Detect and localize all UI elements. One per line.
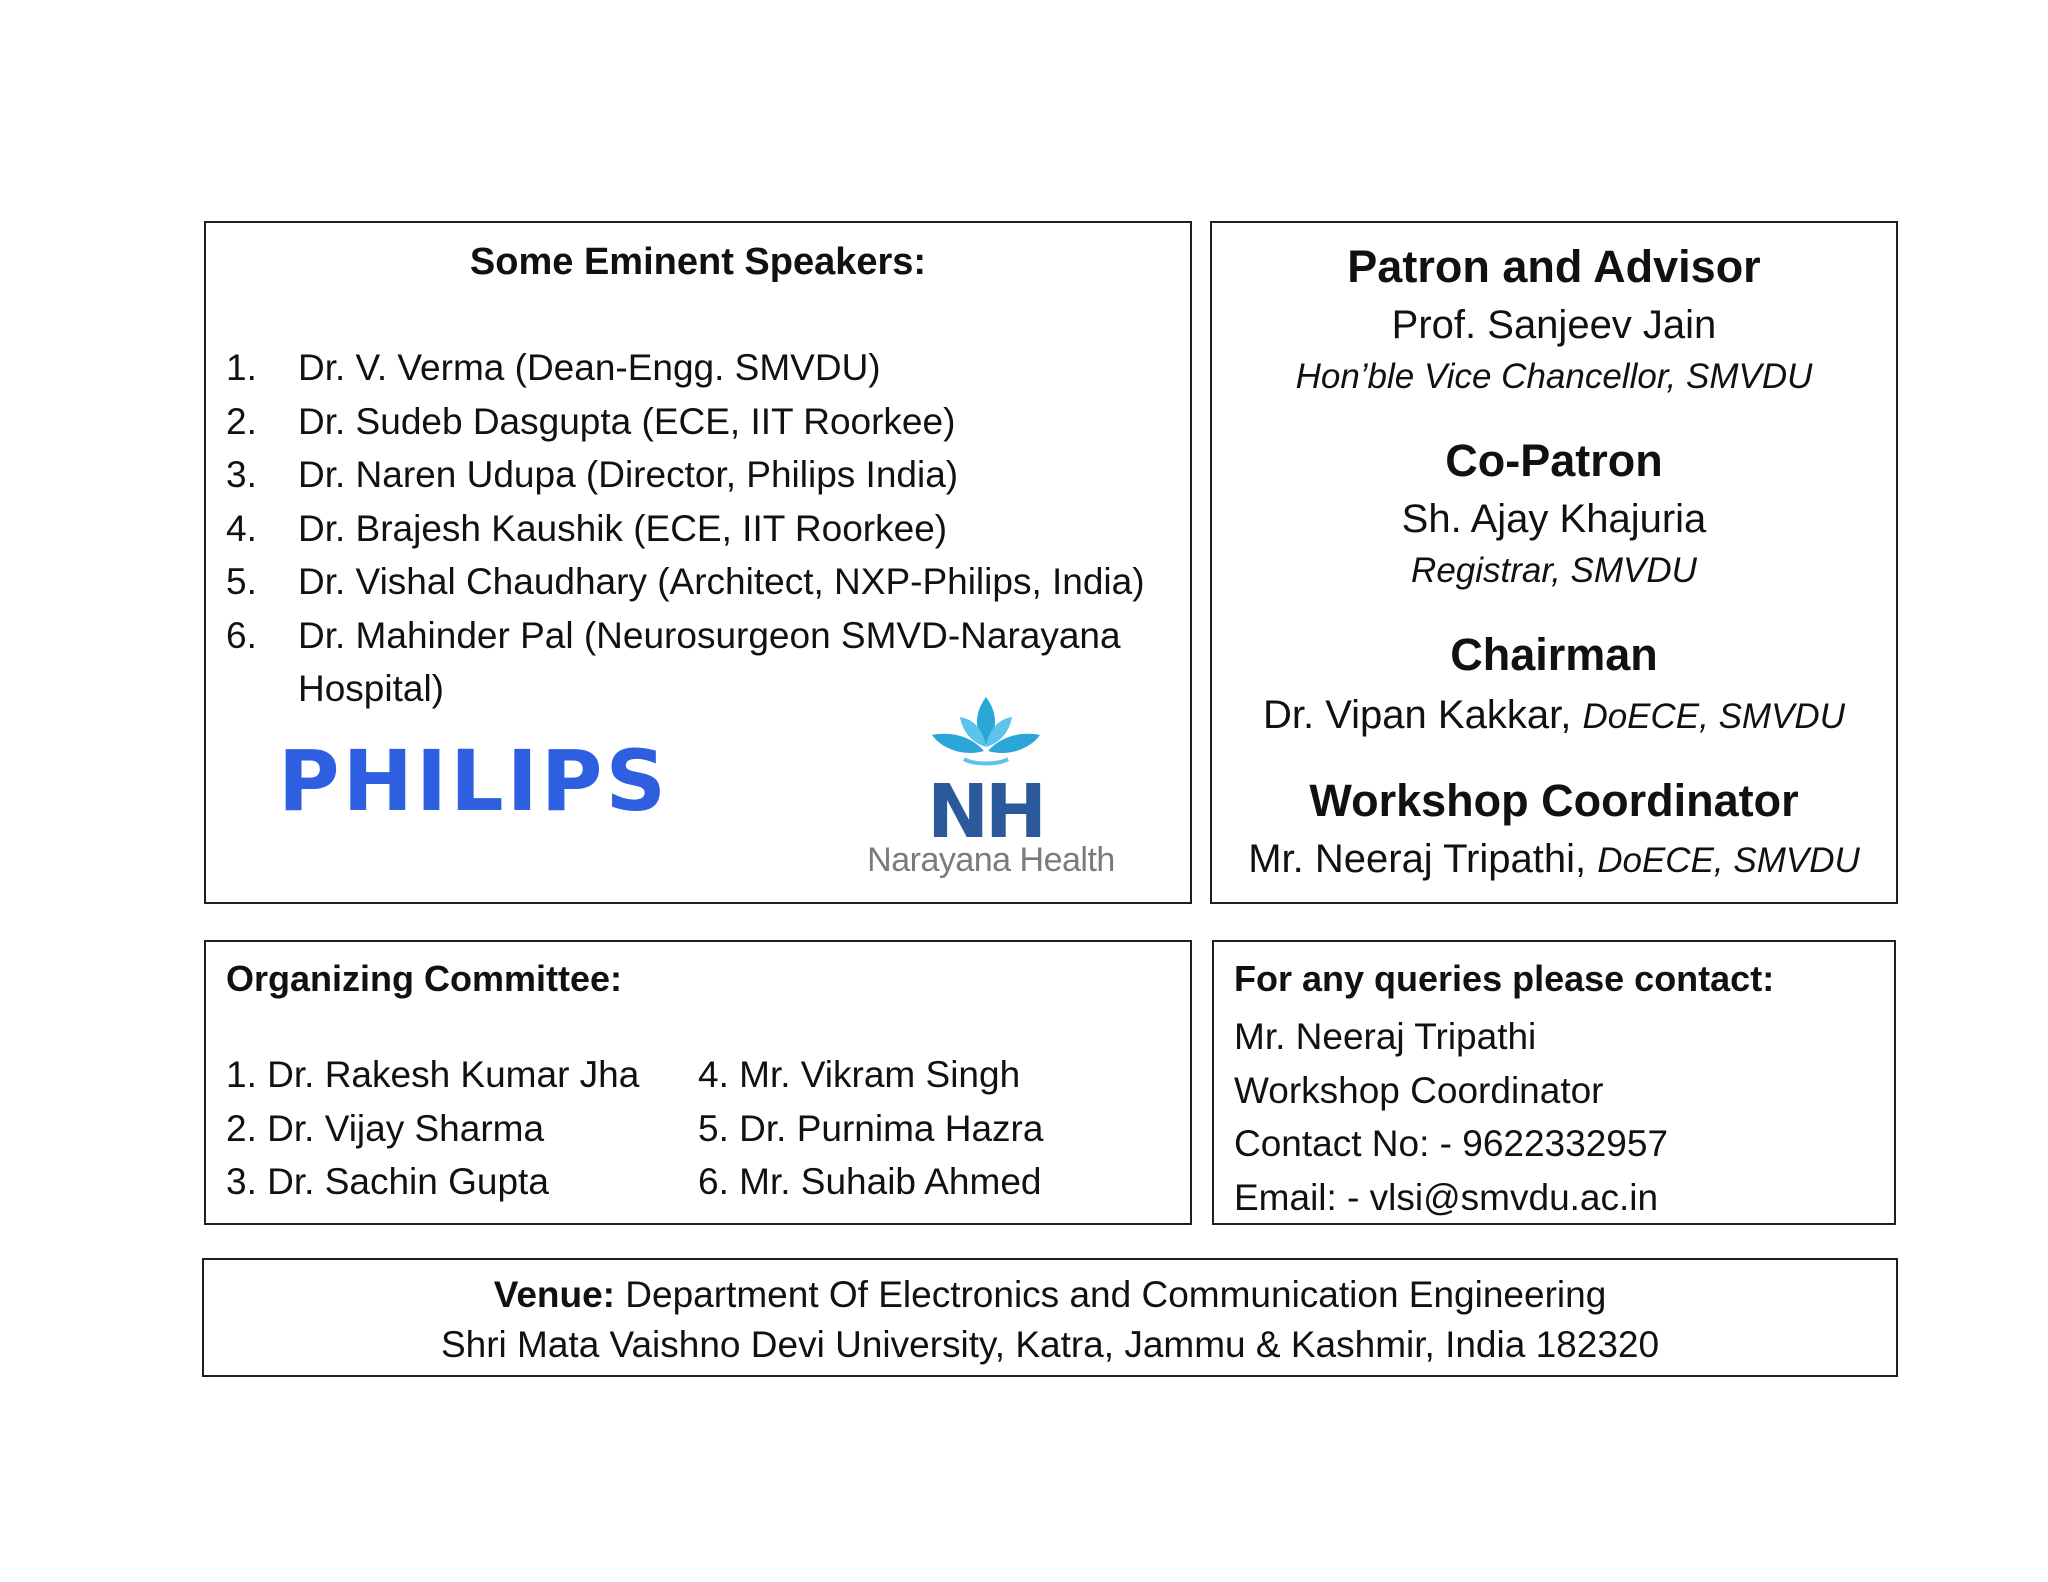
list-item: 5. Dr. Purnima Hazra [698, 1107, 1044, 1149]
list-item [226, 448, 1166, 502]
venue-department: Department Of Electronics and Communication Engineering [625, 1274, 1607, 1315]
chairman-name: Dr. Vipan Kakkar, [1262, 693, 1572, 737]
contact-name: Mr. Neeraj Tripathi [1234, 1016, 1537, 1057]
list-item-text: Dr. Sudeb Dasgupta (ECE, IIT Roorkee) [298, 400, 956, 442]
chairman-role: DoECE, SMVDU [1582, 697, 1845, 736]
coordinator-heading: Workshop Coordinator [1309, 775, 1799, 826]
copatron-name: Sh. Ajay Khajuria [1401, 497, 1707, 541]
list-item-text: Dr. V. Verma (Dean-Engg. SMVDU) [298, 347, 881, 388]
copatron-role: Registrar, SMVDU [1411, 551, 1697, 590]
list-item [226, 555, 1166, 609]
venue-address: Shri Mata Vaishno Devi University, Katra, Jammu & Kashmir, India 182320 [440, 1324, 1660, 1365]
contact-details [1234, 1010, 1668, 1224]
nh-logo-name: Narayana Health [867, 841, 1115, 879]
contact-panel [1212, 940, 1896, 1225]
list-item-number: 2. [226, 400, 257, 442]
list-item-text: Dr. Naren Udupa (Director, Philips India) [298, 454, 959, 495]
narayana-health-logo [860, 693, 1170, 893]
coordinator-role: DoECE, SMVDU [1597, 841, 1860, 880]
list-item-text: Dr. Vishal Chaudhary (Architect, NXP-Philips, India) [298, 561, 1145, 602]
list-item [226, 502, 1166, 556]
list-item-text: Dr. Mahinder Pal (Neurosurgeon SMVD-Narayana Hospital) [298, 614, 1121, 709]
list-item-number: 3. [226, 454, 257, 495]
list-item [226, 341, 1166, 395]
committee-panel [204, 940, 1192, 1225]
committee-column-2 [698, 1048, 1043, 1209]
committee-title: Organizing Committee: [226, 958, 623, 999]
speaker-list [226, 341, 1166, 716]
nh-logo-letters: NH [927, 769, 1043, 855]
contact-email[interactable]: Email: - vlsi@smvdu.ac.in [1234, 1176, 1659, 1218]
list-item: 4. Mr. Vikram Singh [698, 1054, 1021, 1095]
patron-heading: Patron and Advisor [1347, 241, 1761, 292]
venue-label: Venue: [493, 1274, 616, 1315]
patron-panel [1210, 221, 1898, 904]
list-item-number: 5. [226, 561, 257, 602]
list-item: 6. Mr. Suhaib Ahmed [698, 1161, 1042, 1202]
list-item: 3. Dr. Sachin Gupta [226, 1161, 549, 1202]
copatron-heading: Co-Patron [1445, 435, 1663, 486]
patron-role: Hon’ble Vice Chancellor, SMVDU [1295, 357, 1813, 396]
patron-name: Prof. Sanjeev Jain [1391, 303, 1717, 347]
list-item-text: Dr. Brajesh Kaushik (ECE, IIT Roorkee) [298, 507, 948, 549]
speakers-panel [204, 221, 1192, 904]
list-item-number: 6. [226, 614, 257, 656]
venue-panel [202, 1258, 1898, 1377]
contact-role: Workshop Coordinator [1234, 1069, 1604, 1111]
list-item-number: 1. [226, 347, 257, 388]
list-item: 2. Dr. Vijay Sharma [226, 1107, 545, 1149]
contact-title: For any queries please contact: [1234, 958, 1775, 999]
contact-phone: Contact No: - 9622332957 [1234, 1123, 1669, 1164]
list-item: 1. Dr. Rakesh Kumar Jha [226, 1054, 640, 1095]
speakers-title: Some Eminent Speakers: [469, 241, 927, 283]
list-item [226, 395, 1166, 449]
coordinator-line [1212, 837, 1896, 882]
chairman-heading: Chairman [1450, 629, 1658, 680]
committee-column-1 [226, 1048, 639, 1209]
coordinator-name: Mr. Neeraj Tripathi, [1248, 837, 1587, 881]
list-item-number: 4. [226, 507, 257, 549]
venue-line-1 [204, 1274, 1896, 1316]
philips-logo: PHILIPS [278, 732, 669, 830]
chairman-line [1212, 693, 1896, 738]
